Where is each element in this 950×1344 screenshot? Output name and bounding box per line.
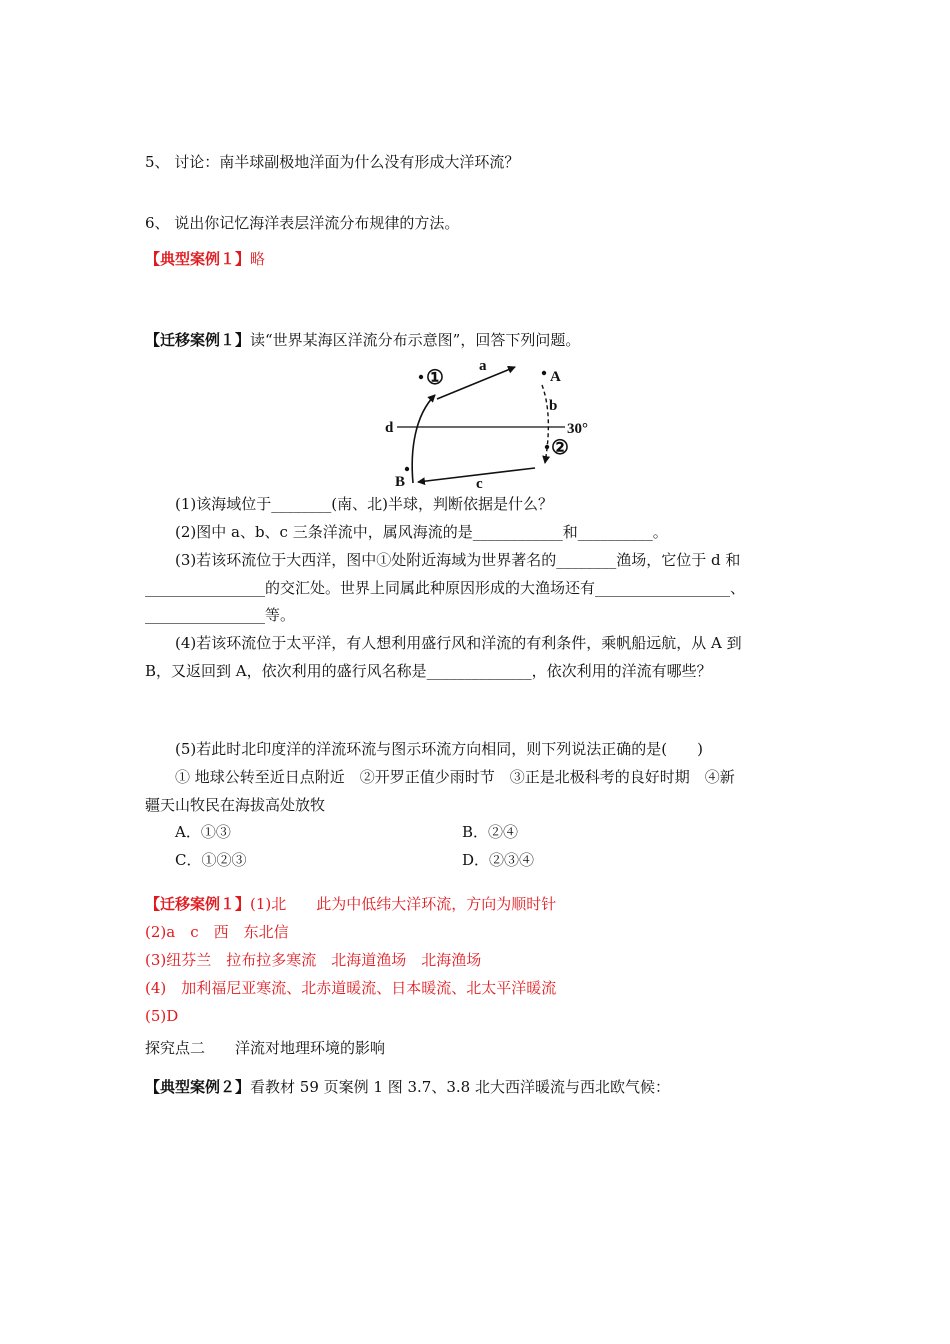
label-current-a: a — [479, 358, 487, 374]
point-2-dot — [545, 445, 549, 449]
answer-1: (1)北 此为中低纬大洋环流，方向为顺时针 — [250, 895, 557, 913]
label-current-b: b — [549, 398, 558, 414]
typical-case-1 — [145, 249, 265, 269]
part-5-line-1: (5)若此时北印度洋的洋流环流与图示环流方向相同，则下列说法正确的是( ) — [175, 740, 703, 758]
current-d-arrow — [412, 395, 435, 483]
answer-3: (3)纽芬兰 拉布拉多寒流 北海道渔场 北海渔场 — [145, 951, 482, 969]
label-point-2: ② — [551, 437, 569, 459]
typical-case-1-text: 略 — [250, 250, 266, 268]
part-3-line-1: (3)若该环流位于大西洋，图中①处附近海域为世界著名的________渔场，它位于 d 和 — [175, 551, 741, 569]
transfer-case-1-heading — [145, 330, 580, 350]
current-b-arrow — [542, 385, 548, 463]
section-2-title: 探究点二 洋流对地理环境的影响 — [145, 1039, 386, 1057]
label-latitude: 30° — [567, 421, 588, 437]
point-a-dot — [542, 371, 546, 375]
option-c: C．①②③ — [175, 851, 247, 869]
label-current-c: c — [476, 476, 483, 490]
transfer-case-1-label: 【迁移案例１】 — [145, 331, 251, 349]
part-2: (2)图中 a、b、c 三条洋流中，属风海流的是____________和__________。 — [175, 523, 668, 541]
part-4-line-1: (4)若该环流位于太平洋，有人想利用盛行风和洋流的有利条件，乘帆船远航，从 A 到 — [175, 634, 742, 652]
point-b-dot — [405, 467, 409, 471]
answer-line-1 — [145, 894, 556, 914]
answer-5: (5)D — [145, 1007, 179, 1025]
typical-case-2 — [145, 1077, 670, 1097]
part-3-line-2: ________________的交汇处。世界上同属此种原因形成的大渔场还有__________________、 — [145, 579, 746, 597]
point-1-dot — [419, 375, 423, 379]
transfer-case-1-intro: 读“世界某海区洋流分布示意图”，回答下列问题。 — [250, 331, 581, 349]
question-6: 6、 说出你记忆海洋表层洋流分布规律的方法。 — [145, 214, 460, 232]
part-5-line-3: 疆天山牧民在海拔高处放牧 — [145, 796, 326, 814]
question-5: 5、 讨论：南半球副极地洋面为什么没有形成大洋环流？ — [145, 153, 520, 171]
typical-case-2-text: 看教材 59 页案例 1 图 3.7、3.8 北大西洋暖流与西北欧气候： — [250, 1078, 670, 1096]
option-d: D．②③④ — [462, 851, 535, 869]
label-point-b: B — [395, 474, 406, 490]
part-4-line-2: B，又返回到 A，依次利用的盛行风名称是______________，依次利用的洋流有哪些？ — [145, 662, 712, 680]
option-a: A．①③ — [175, 823, 231, 841]
typical-case-2-label: 【典型案例２】 — [145, 1078, 251, 1096]
part-1: (1)该海域位于________(南、北)半球，判断依据是什么？ — [175, 495, 553, 513]
answer-2: (2)a c 西 东北信 — [145, 923, 289, 941]
part-3-line-3: ________________等。 — [145, 606, 296, 624]
typical-case-1-label: 【典型案例１】 — [145, 250, 251, 268]
current-a-arrow — [437, 367, 515, 399]
label-point-1: ① — [426, 367, 444, 389]
label-point-a: A — [550, 369, 561, 385]
option-b: B．②④ — [462, 823, 519, 841]
ocean-current-diagram — [375, 355, 605, 490]
answer-label: 【迁移案例１】 — [145, 895, 251, 913]
answer-4: (4) 加利福尼亚寒流、北赤道暖流、日本暖流、北太平洋暖流 — [145, 979, 557, 997]
part-5-line-2: ① 地球公转至近日点附近 ②开罗正值少雨时节 ③正是北极科考的良好时期 ④新 — [175, 768, 735, 786]
label-current-d: d — [385, 420, 394, 436]
